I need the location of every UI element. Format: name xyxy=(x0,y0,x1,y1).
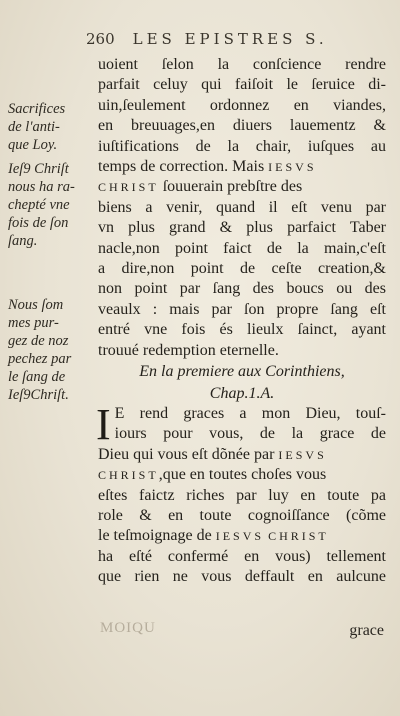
margin-line: le ſang de xyxy=(8,369,66,385)
text-segment: ſouuerain prebſtre des xyxy=(162,178,303,196)
smallcaps-iesus: IESVS xyxy=(268,160,317,175)
text-line: vn plus grand & plus parfaict Taber xyxy=(98,219,386,237)
text-line: uin,ſeulement ordonnez en viandes, xyxy=(98,96,386,114)
margin-note-sacrifices xyxy=(8,100,98,154)
text-line: a dire,non point de ceſte creation,& xyxy=(98,260,386,278)
text-line: eſtes faictz riches par luy en toute pa xyxy=(98,486,386,504)
margin-line: fois de ſon xyxy=(8,215,69,231)
text-line: parfait celuy qui faiſoit le ſeruice di- xyxy=(98,76,386,94)
text-segment: ,que en toutes choſes vous xyxy=(158,466,327,484)
margin-line: de l'anti- xyxy=(8,119,60,135)
smallcaps-christ: CHRIST xyxy=(98,180,159,195)
margin-line: Ieſ9 Chriſt xyxy=(8,161,69,177)
text-line: role & en toute cognoiſſance (cõme xyxy=(98,506,386,524)
smallcaps-christ: CHRIST xyxy=(98,468,159,483)
margin-line: mes pur- xyxy=(8,315,59,331)
bleed-through-text: MOIQU xyxy=(100,620,156,636)
margin-line: nous ha ra- xyxy=(8,179,75,195)
main-text xyxy=(98,55,386,588)
text-line: en breuuages,en diuers lauementz & xyxy=(98,117,386,135)
text-line: veaulx : mais par ſon propre ſang eſt xyxy=(98,300,386,318)
text-line: uoient ſelon la conſcience rendre xyxy=(98,56,386,73)
margin-line: Sacrifices xyxy=(8,101,66,117)
margin-note-purged xyxy=(8,296,98,404)
text-line: trouué redemption eternelle. xyxy=(98,341,279,359)
text-line: ha eſté confermé en vous) tellement xyxy=(98,547,386,565)
margin-line: Nous ſom xyxy=(8,297,64,313)
paragraph-2 xyxy=(96,399,386,588)
drop-cap: I xyxy=(96,399,111,449)
text-segment: Dieu qui vous eſt dõnée par xyxy=(98,445,275,463)
text-line xyxy=(98,465,386,485)
smallcaps-iesus: IESVS xyxy=(278,447,327,462)
text-line: biens a venir, quand il eſt venu par xyxy=(98,198,386,216)
text-line: iuſtifications de la chair, iuſques au xyxy=(98,137,386,155)
text-line: E rend graces a mon Dieu, touſ- xyxy=(114,404,386,422)
running-header xyxy=(86,30,386,48)
margin-line: pechez par xyxy=(8,351,72,367)
running-title: LES EPISTRES S. xyxy=(132,30,328,48)
margin-line: ſang. xyxy=(8,233,38,249)
text-segment: temps de correction. Mais xyxy=(98,158,265,176)
section-heading: En la premiere aux Corinthiens, xyxy=(139,363,345,381)
text-segment: le teſmoignage de xyxy=(98,527,212,545)
text-line xyxy=(98,177,386,197)
margin-line: gez de noz xyxy=(8,333,69,349)
text-line: iours pour vous, de la grace de xyxy=(114,425,386,443)
catchword: grace xyxy=(349,622,384,639)
smallcaps-christ: CHRIST xyxy=(268,529,329,544)
chapter-reference: Chap.1.A. xyxy=(209,384,275,402)
smallcaps-iesus: IESVS xyxy=(215,529,265,544)
text-line: non point par ſang des boucs ou des xyxy=(98,280,386,298)
margin-note-christ xyxy=(8,160,98,250)
text-line: nacle,non point faict de la main,c'eſt xyxy=(98,239,386,257)
margin-line: Ieſ9Chriſt. xyxy=(8,387,69,403)
margin-line: chepté vne xyxy=(8,197,70,213)
margin-line: que Loy. xyxy=(8,137,58,153)
text-line: que rien ne vous deffault en aulcune xyxy=(98,568,386,586)
page-number: 260 xyxy=(86,30,115,48)
text-line xyxy=(98,445,386,465)
text-line: entré vne fois és lieulx ſainct, ayant xyxy=(98,321,386,339)
text-line xyxy=(98,526,386,546)
text-line xyxy=(98,157,386,177)
